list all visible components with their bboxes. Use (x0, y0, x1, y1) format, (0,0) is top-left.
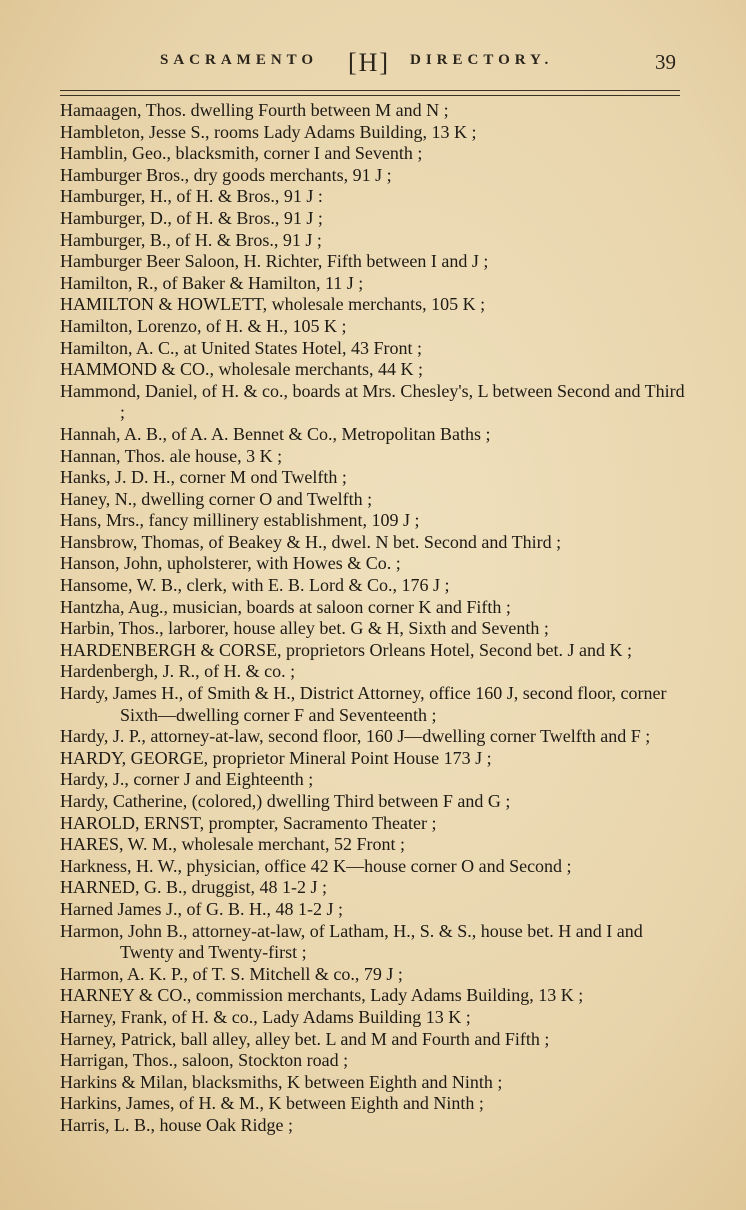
directory-entry: Harkins & Milan, blacksmiths, K between Eighth and Ninth ; (60, 1071, 503, 1092)
directory-entry: Harkins, James, of H. & M., K between Eighth and Ninth ; (60, 1093, 484, 1114)
directory-entry: HARNED, G. B., druggist, 48 1-2 J ; (60, 877, 328, 898)
directory-entry: Hardy, J. P., attorney-at-law, second floor, 160 J—dwelling corner Twelfth and F ; (60, 726, 651, 747)
header-rule-thick (60, 90, 680, 91)
directory-entry: Hannan, Thos. ale house, 3 K ; (60, 445, 283, 466)
directory-entries (60, 100, 690, 1137)
directory-entry: Hardenbergh, J. R., of H. & co. ; (60, 661, 296, 682)
directory-entry: Hamburger Beer Saloon, H. Richter, Fifth between I and J ; (60, 251, 489, 272)
header-section-letter: [H] (348, 48, 391, 77)
directory-entry: HARES, W. M., wholesale merchant, 52 Front ; (60, 834, 405, 855)
directory-entry: Hamblin, Geo., blacksmith, corner I and Seventh ; (60, 143, 423, 164)
directory-entry: Hamilton, A. C., at United States Hotel, 43 Front ; (60, 337, 422, 358)
directory-entry: HARDENBERGH & CORSE, proprietors Orleans Hotel, Second bet. J and K ; (60, 639, 632, 660)
directory-entry: Harmon, A. K. P., of T. S. Mitchell & co., 79 J ; (60, 963, 403, 984)
directory-entry: Hansome, W. B., clerk, with E. B. Lord & Co., 176 J ; (60, 575, 450, 596)
directory-entry: Hamaagen, Thos. dwelling Fourth between M and N ; (60, 100, 449, 120)
directory-entry: HARNEY & CO., commission merchants, Lady Adams Building, 13 K ; (60, 985, 584, 1006)
directory-entry: Haney, N., dwelling corner O and Twelfth ; (60, 488, 373, 509)
directory-entry: Hardy, Catherine, (colored,) dwelling Third between F and G ; (60, 791, 511, 811)
directory-entry: Harney, Frank, of H. & co., Lady Adams Building 13 K ; (60, 1006, 471, 1027)
directory-entry: HAMMOND & CO., wholesale merchants, 44 K ; (60, 359, 423, 380)
directory-entry: Hamburger, B., of H. & Bros., 91 J ; (60, 229, 322, 250)
directory-entry: Hammond, Daniel, of H. & co., boards at Mrs. Chesley's, L between Second and Third ; (60, 380, 685, 423)
directory-entry: HAROLD, ERNST, prompter, Sacramento Theater ; (60, 812, 437, 833)
directory-entry: Harned James J., of G. B. H., 48 1-2 J ; (60, 898, 343, 919)
directory-entry: Harris, L. B., house Oak Ridge ; (60, 1114, 293, 1135)
directory-entry: Hambleton, Jesse S., rooms Lady Adams Building, 13 K ; (60, 121, 477, 142)
directory-entry: Hamburger, D., of H. & Bros., 91 J ; (60, 207, 323, 228)
directory-entry: Hamilton, Lorenzo, of H. & H., 105 K ; (60, 315, 347, 336)
directory-entry: Hardy, J., corner J and Eighteenth ; (60, 769, 314, 790)
directory-entry: Harrigan, Thos., saloon, Stockton road ; (60, 1050, 349, 1071)
header-rule-thin (60, 95, 680, 96)
directory-entry: HARDY, GEORGE, proprietor Mineral Point House 173 J ; (60, 747, 492, 768)
directory-entry: Hans, Mrs., fancy millinery establishment, 109 J ; (60, 510, 420, 531)
page-number: 39 (655, 50, 676, 74)
directory-entry: Hamburger Bros., dry goods merchants, 91 J ; (60, 164, 392, 185)
directory-entry: Harney, Patrick, ball alley, alley bet. L and M and Fourth and Fifth ; (60, 1028, 550, 1049)
directory-entry: Harmon, John B., attorney-at-law, of Latham, H., S. & S., house bet. H and I and Twenty and Twenty-first ; (60, 920, 643, 963)
directory-entry: Harbin, Thos., larborer, house alley bet. G & H, Sixth and Seventh ; (60, 618, 549, 639)
directory-entry: Hamilton, R., of Baker & Hamilton, 11 J ; (60, 272, 364, 293)
directory-entry: Harkness, H. W., physician, office 42 K—house corner O and Second ; (60, 855, 572, 876)
directory-entry: Hanson, John, upholsterer, with Howes & Co. ; (60, 553, 401, 574)
directory-entry: Hansbrow, Thomas, of Beakey & H., dwel. N bet. Second and Third ; (60, 531, 562, 552)
directory-entry: Hardy, James H., of Smith & H., District Attorney, office 160 J, second floor, corner Sixth—dwelling corner F and Seventeenth ; (60, 683, 667, 725)
header-title-left: SACRAMENTO (160, 52, 319, 68)
directory-entry: HAMILTON & HOWLETT, wholesale merchants, 105 K ; (60, 294, 486, 315)
directory-entry: Hantzha, Aug., musician, boards at saloon corner K and Fifth ; (60, 596, 511, 617)
directory-entry: Hannah, A. B., of A. A. Bennet & Co., Metropolitan Baths ; (60, 423, 491, 444)
page-header (0, 48, 746, 82)
header-title-right: DIRECTORY. (410, 52, 554, 68)
directory-entry: Hanks, J. D. H., corner M ond Twelfth ; (60, 467, 347, 488)
directory-entry: Hamburger, H., of H. & Bros., 91 J : (60, 186, 323, 207)
